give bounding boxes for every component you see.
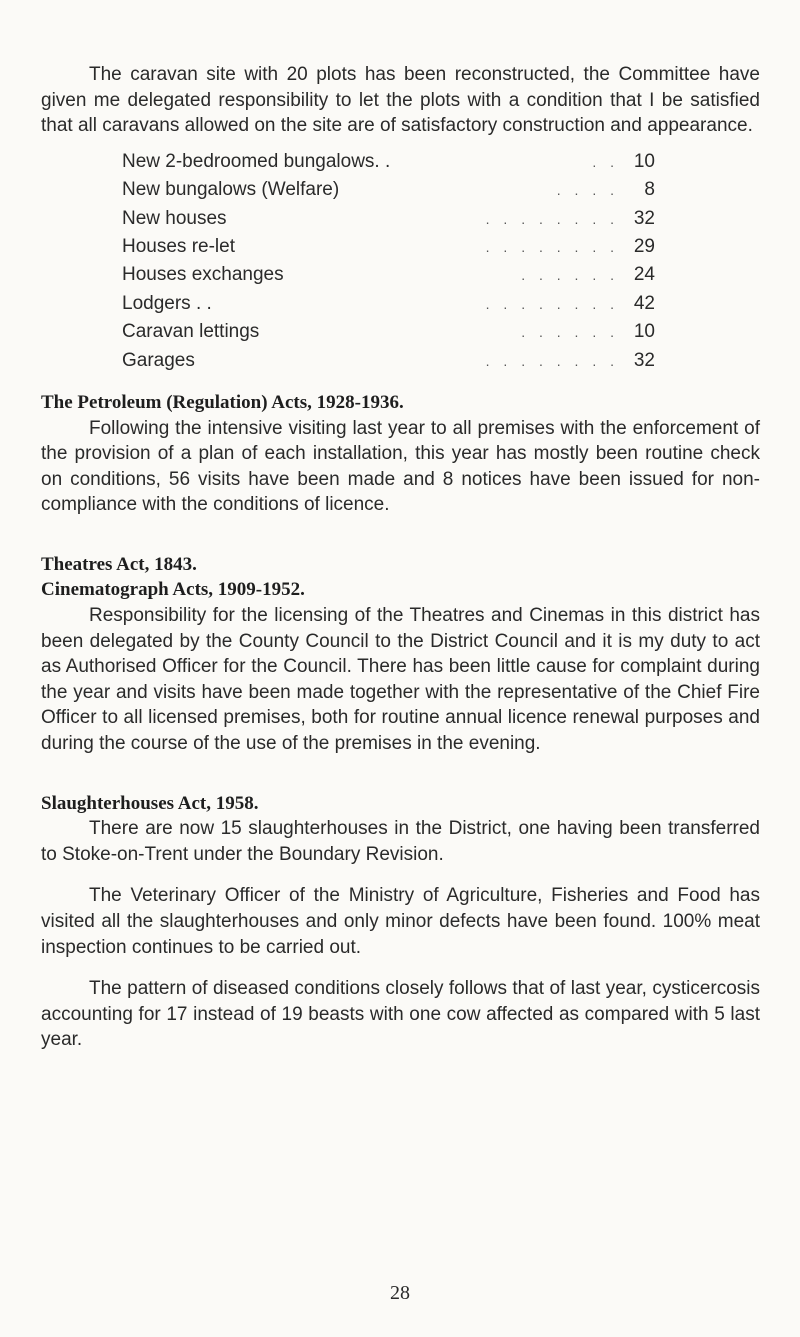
theatres-paragraph: Responsibility for the licensing of the Theatres and Cinemas in this district has been delegated by the County Council to the District Council and it is my duty to act as Authorised Officer for the Council. There has been little cause for complaint during the year and visits have been made together with the representative of the Chief Fire Officer to all licensed premises, both for routine annual licence renewal purposes and during the course of the use of the premises in the evening. (41, 605, 760, 755)
row-value: 32 (633, 349, 655, 371)
row-leader: . . . . (556, 182, 619, 199)
row-label: New houses (122, 207, 227, 229)
row-leader: . . . . . . . . (485, 295, 619, 312)
table-row (122, 350, 655, 378)
row-leader: . . (592, 153, 619, 170)
intro-paragraph: The caravan site with 20 plots has been reconstructed, the Committee have given me delegated responsibility to let the plots with a condition that I be satisfied that all caravans allowed on the site are of satisfactory construction and appearance. (41, 64, 760, 137)
row-label: New bungalows (Welfare) (122, 179, 340, 201)
table-row (122, 151, 655, 179)
table-row (122, 208, 655, 236)
page-number: 28 (390, 1282, 410, 1304)
row-label: Houses re-let (122, 235, 235, 257)
table-row (122, 321, 655, 349)
row-label: Garages (122, 349, 195, 371)
lettings-table (122, 151, 655, 378)
row-value: 42 (633, 292, 655, 314)
row-leader: . . . . . . . . (485, 238, 619, 255)
table-row (122, 236, 655, 264)
slaughterhouses-paragraph-1: There are now 15 slaughterhouses in the District, one having been transferred to Stoke-on-Trent under the Boundary Revision. (41, 818, 760, 865)
row-label: New 2-bedroomed bungalows. . (122, 150, 391, 172)
slaughterhouses-paragraph-3: The pattern of diseased conditions closely follows that of last year, cysticercosis accounting for 17 instead of 19 beasts with one cow affected as compared with 5 last year. (41, 978, 760, 1051)
row-leader: . . . . . . . . (485, 210, 619, 227)
row-label: Lodgers . . (122, 292, 212, 314)
row-value: 24 (633, 264, 655, 286)
row-leader: . . . . . . (521, 267, 619, 284)
petroleum-heading: The Petroleum (Regulation) Acts, 1928-1936. (41, 391, 404, 413)
row-leader: . . . . . . (521, 324, 619, 341)
row-value: 8 (644, 179, 655, 201)
row-value: 32 (633, 207, 655, 229)
petroleum-paragraph: Following the intensive visiting last year to all premises with the enforcement of the provision of a plan of each installation, this year has mostly been routine check on conditions, 56 visits have been made and 8 notices have been issued for non-compliance with the conditions of licence. (41, 417, 760, 516)
row-value: 10 (633, 321, 655, 343)
row-leader: . . . . . . . . (485, 352, 619, 369)
table-row (122, 293, 655, 321)
row-label: Houses exchanges (122, 264, 284, 286)
slaughterhouses-paragraph-2: The Veterinary Officer of the Ministry of Agriculture, Fisheries and Food has visited all the slaughterhouses and only minor defects have been found. 100% meat inspection continues to be carried out. (41, 885, 760, 958)
row-value: 29 (633, 235, 655, 257)
theatres-heading: Theatres Act, 1843. (41, 553, 197, 575)
slaughterhouses-heading: Slaughterhouses Act, 1958. (41, 792, 259, 814)
cinematograph-heading: Cinematograph Acts, 1909-1952. (41, 579, 305, 601)
row-label: Caravan lettings (122, 321, 260, 343)
table-row (122, 264, 655, 292)
row-value: 10 (633, 150, 655, 172)
table-row (122, 179, 655, 207)
